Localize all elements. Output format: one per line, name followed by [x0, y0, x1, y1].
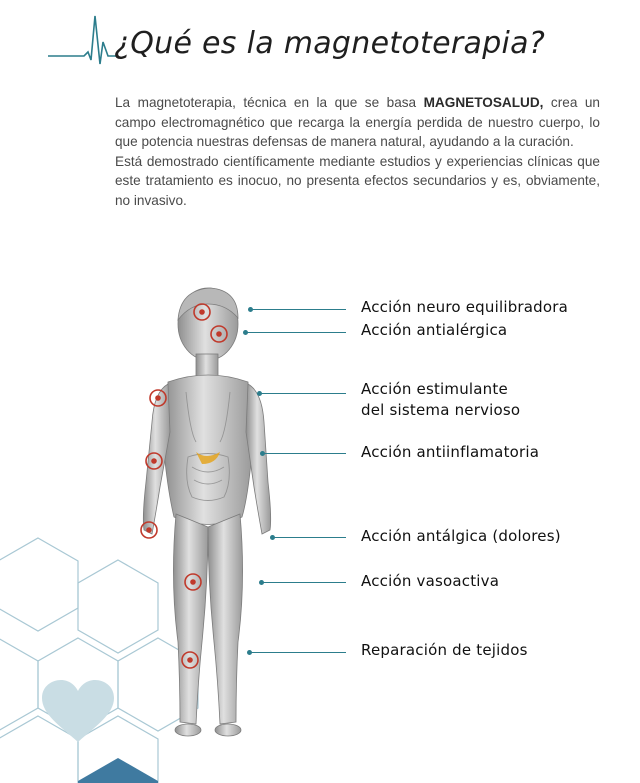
callout-text: del sistema nervioso [361, 401, 521, 419]
intro-text-start: La magnetoterapia, técnica en la que se basa [115, 95, 424, 110]
callout-line [245, 332, 346, 333]
callout-text: Acción vasoactiva [361, 572, 500, 590]
intro-paragraph-2: Está demostrado científicamente mediante estudios y experiencias clínicas que este tratamiento es inocuo, no presenta efectos secundarios y es, obviamente, no invasivo. [115, 153, 600, 208]
callout-label-antiinflamatoria [361, 442, 539, 463]
page-title: ¿Qué es la magnetoterapia? [114, 26, 546, 61]
brand-name: MAGNETOSALUD, [423, 95, 544, 110]
callout-text: Reparación de tejidos [361, 641, 528, 659]
callout-label-neuro [361, 297, 568, 318]
callout-label-reparacion [361, 640, 528, 661]
callout-line [261, 582, 346, 583]
callout-label-estimulante [361, 379, 520, 421]
callout-text: Acción estimulante [361, 380, 508, 398]
callout-line [259, 393, 346, 394]
callout-label-antialergica [361, 320, 507, 341]
callout-text: Acción antiinflamatoria [361, 443, 540, 461]
callout-text: Acción neuro equilibradora [361, 298, 569, 316]
callout-line [249, 652, 346, 653]
callout-line [250, 309, 346, 310]
callout-label-antalgica [361, 526, 561, 547]
intro-text-end: crea un campo electromagnético que recarga la energía perdida de nuestro cuerpo, lo que potencia nuestras defensas de manera natural, ayudando a la curación. [115, 95, 600, 149]
callout-line [262, 453, 346, 454]
callout-text: Acción antálgica (dolores) [361, 527, 561, 545]
callout-text: Acción antialérgica [361, 321, 508, 339]
callout-label-vasoactiva [361, 571, 499, 592]
callout-line [272, 537, 346, 538]
